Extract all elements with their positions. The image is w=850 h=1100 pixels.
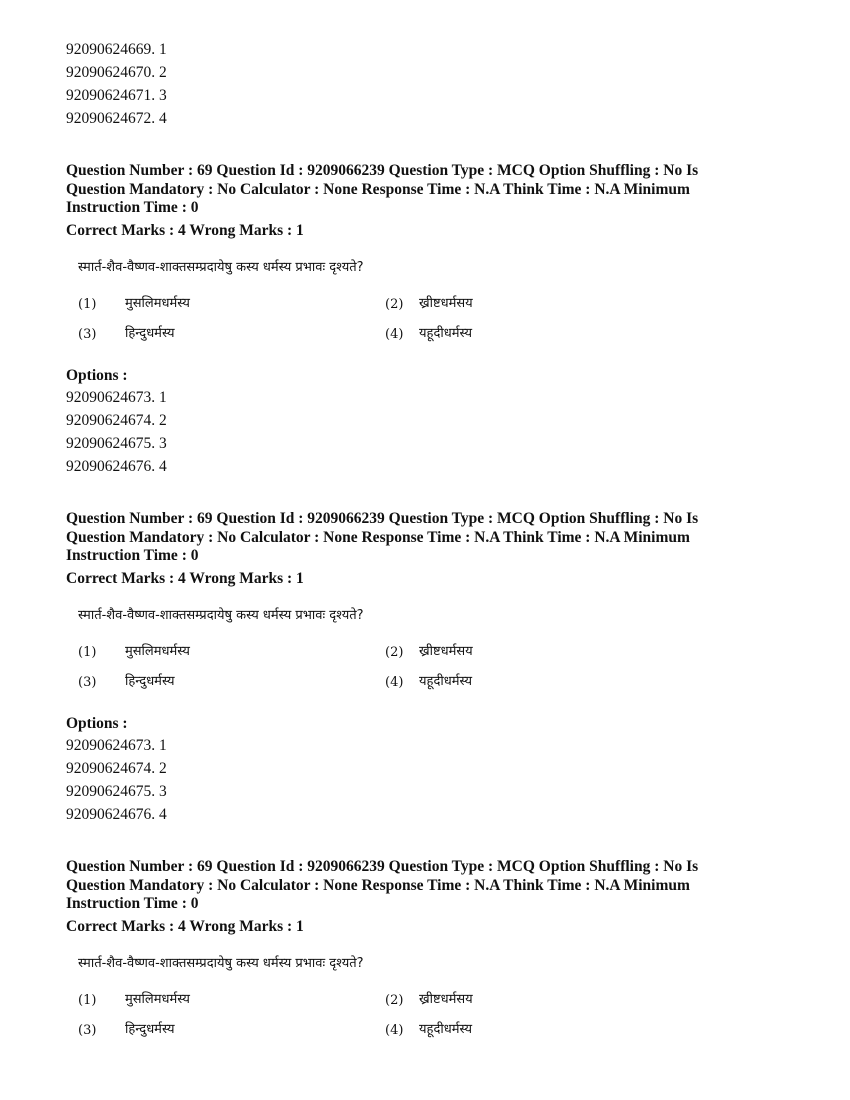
choice-text: यहूदीधर्मस्य (419, 326, 473, 341)
option-line: 92090624672. 4 (66, 110, 167, 127)
option-line: 92090624673. 1 (66, 737, 167, 754)
option-line: 92090624675. 3 (66, 435, 167, 452)
choice-text: यहूदीधर्मस्य (419, 674, 473, 689)
choice-number: (2) (385, 297, 404, 312)
choice-number: (3) (78, 675, 97, 690)
options-heading: Options : (66, 715, 128, 732)
question-text: स्मार्त-शैव-वैष्णव-शाक्तसम्प्रदायेषु कस्य धर्मस्य प्रभावः दृश्यते? (78, 608, 364, 623)
question-text: स्मार्त-शैव-वैष्णव-शाक्तसम्प्रदायेषु कस्य धर्मस्य प्रभावः दृश्यते? (78, 260, 364, 275)
marks-line: Correct Marks : 4 Wrong Marks : 1 (66, 570, 304, 587)
choice-number: (3) (78, 327, 97, 342)
option-line: 92090624674. 2 (66, 760, 167, 777)
option-line: 92090624669. 1 (66, 41, 167, 58)
choice-text: मुसलिमधर्मस्य (125, 644, 190, 659)
option-line: 92090624676. 4 (66, 806, 167, 823)
choice-number: (4) (385, 327, 404, 342)
choice-text: हिन्दुधर्मस्य (125, 1022, 175, 1037)
marks-line: Correct Marks : 4 Wrong Marks : 1 (66, 918, 304, 935)
choice-text: यहूदीधर्मस्य (419, 1022, 473, 1037)
choice-text: हिन्दुधर्मस्य (125, 326, 175, 341)
choice-text: ख्रीष्टधर्मसय (419, 296, 473, 311)
question-meta: Question Number : 69 Question Id : 9209066239 Question Type : MCQ Option Shuffling : No Is Question Mandatory : No Calculator : None Response Time : N.A Think Time : N.A Minimum Instruction Time : 0 (66, 510, 699, 564)
choice-text: ख्रीष्टधर्मसय (419, 644, 473, 659)
choice-number: (3) (78, 1023, 97, 1038)
choice-number: (2) (385, 645, 404, 660)
choice-text: मुसलिमधर्मस्य (125, 992, 190, 1007)
options-heading: Options : (66, 367, 128, 384)
choice-text: ख्रीष्टधर्मसय (419, 992, 473, 1007)
option-line: 92090624673. 1 (66, 389, 167, 406)
option-line: 92090624675. 3 (66, 783, 167, 800)
choice-number: (4) (385, 675, 404, 690)
choice-text: हिन्दुधर्मस्य (125, 674, 175, 689)
choice-text: मुसलिमधर्मस्य (125, 296, 190, 311)
option-line: 92090624670. 2 (66, 64, 167, 81)
question-meta: Question Number : 69 Question Id : 9209066239 Question Type : MCQ Option Shuffling : No Is Question Mandatory : No Calculator : None Response Time : N.A Think Time : N.A Minimum Instruction Time : 0 (66, 858, 699, 912)
option-line: 92090624676. 4 (66, 458, 167, 475)
choice-number: (1) (78, 993, 97, 1008)
option-line: 92090624674. 2 (66, 412, 167, 429)
choice-number: (1) (78, 645, 97, 660)
option-line: 92090624671. 3 (66, 87, 167, 104)
question-text: स्मार्त-शैव-वैष्णव-शाक्तसम्प्रदायेषु कस्य धर्मस्य प्रभावः दृश्यते? (78, 956, 364, 971)
marks-line: Correct Marks : 4 Wrong Marks : 1 (66, 222, 304, 239)
choice-number: (1) (78, 297, 97, 312)
choice-number: (2) (385, 993, 404, 1008)
question-meta: Question Number : 69 Question Id : 9209066239 Question Type : MCQ Option Shuffling : No Is Question Mandatory : No Calculator : None Response Time : N.A Think Time : N.A Minimum Instruction Time : 0 (66, 162, 699, 216)
choice-number: (4) (385, 1023, 404, 1038)
